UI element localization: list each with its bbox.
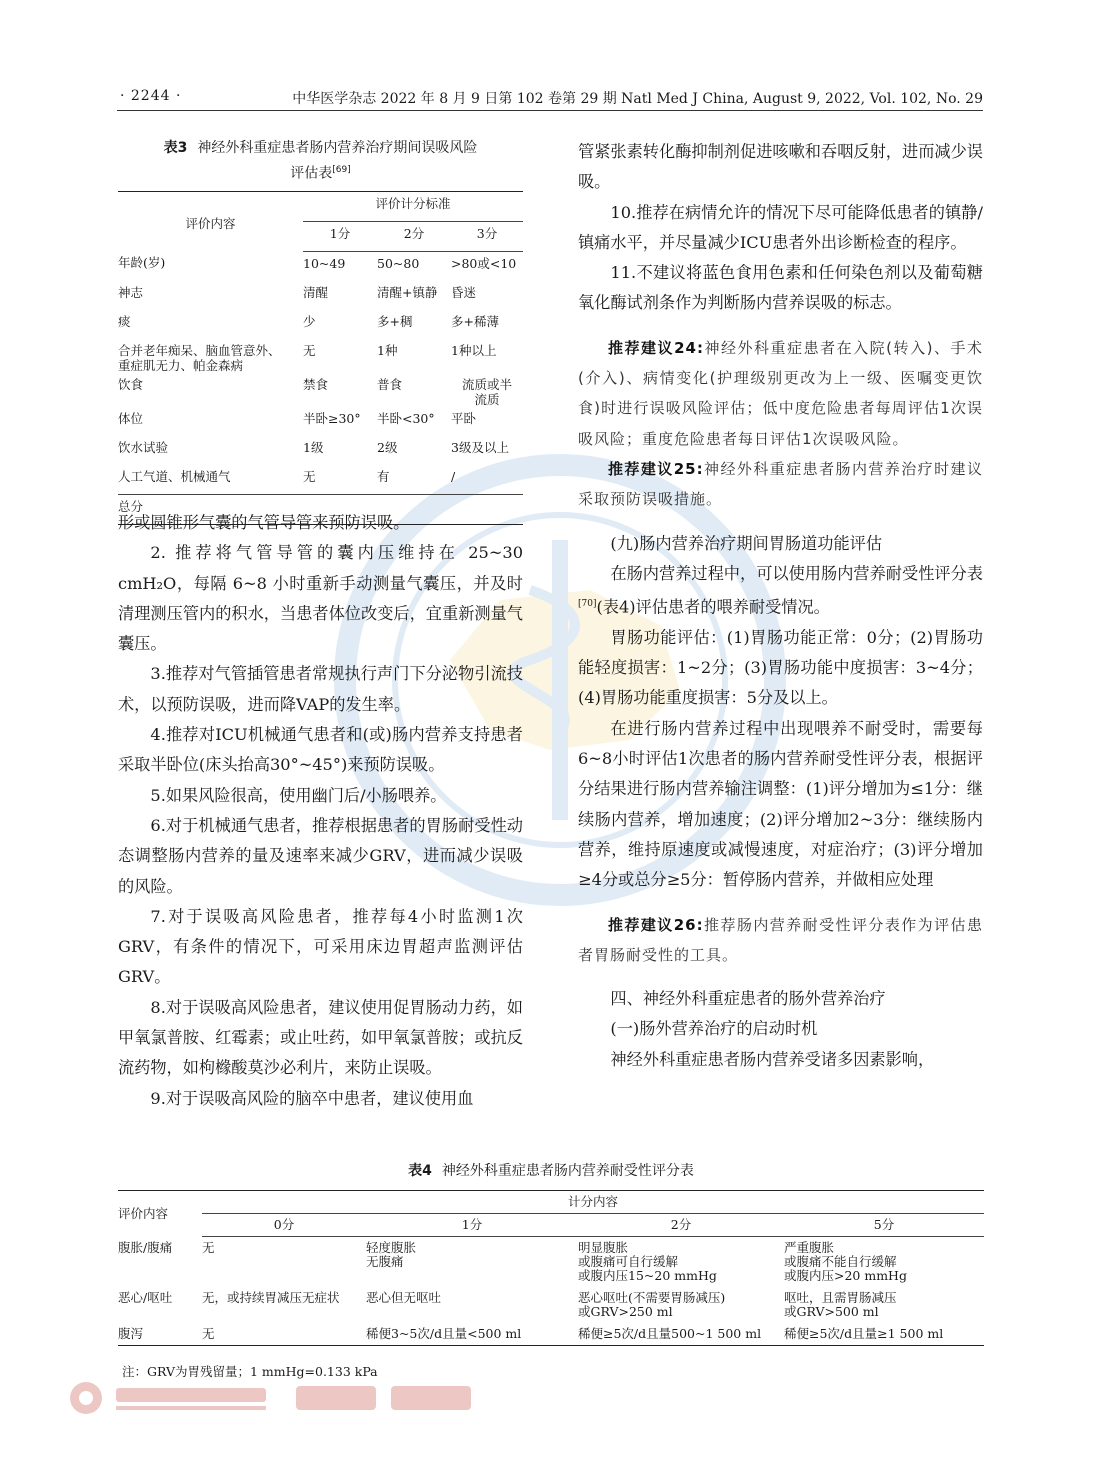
table-3-header-3: 3分 (451, 221, 523, 251)
table-row (118, 251, 523, 281)
table-cell: 禁食 (303, 376, 329, 392)
paragraph: 11.不建议将蓝色食用色素和任何染色剂以及葡萄糖氧化酶试剂条作为判断肠内营养误吸的标志。 (578, 263, 983, 313)
paragraph: 2. 推荐将气管导管的囊内压维持在 25~30 cmH₂O，每隔 6~8 小时重新手动测量气囊压，并及时清理测压管内的积水，当患者体位改变后，宜重新测量气囊压。 (118, 543, 523, 654)
paragraph (578, 559, 983, 623)
table-row-label: 年龄(岁) (118, 255, 166, 271)
table-cell: / (451, 468, 456, 484)
recommendation-26 (578, 910, 983, 971)
table-cell: 稀便≥5次/d且量≥1 500 ml (784, 1326, 944, 1341)
table-cell: 无 (303, 468, 316, 484)
recommendation-label: 推荐建议24: (608, 338, 704, 357)
table-cell: 半卧<30° (377, 410, 435, 426)
recommendation-text: 推荐肠内营养耐受性评分表作为评估患者胃肠耐受性的工具。 (578, 915, 983, 964)
table-cell: 昏迷 (451, 284, 477, 300)
table-cell: 无 (303, 342, 316, 358)
paragraph: 7.对于误吸高风险患者，推荐每4小时监测1次GRV，有条件的情况下，可采用床边胃超声监测评估GRV。 (118, 906, 523, 987)
table-4-title: 神经外科重症患者肠内营养耐受性评分表 (441, 1163, 694, 1179)
table-row (118, 465, 523, 495)
table-cell: 普食 (377, 376, 403, 392)
table-4-header-1: 1分 (366, 1214, 578, 1237)
table-cell: 清醒 (303, 284, 329, 300)
journal-header: 中华医学杂志 2022 年 8 月 9 日第 102 卷第 29 期 Natl Med J China, August 9, 2022, Vol. 102, No. 29 (292, 91, 983, 107)
table-cell: 清醒+镇静 (377, 284, 438, 300)
table-row (118, 436, 523, 465)
table-4-grid (118, 1190, 984, 1346)
table-cell: 稀便≥5次/d且量500~1 500 ml (578, 1326, 762, 1341)
table-cell: 无，或持续胃减压无症状 (202, 1290, 340, 1305)
table-4-note: 注：GRV为胃残留量；1 mmHg=0.133 kPa (122, 1364, 378, 1379)
table-3-caption (118, 137, 523, 185)
paragraph: 4.推荐对ICU机械通气患者和(或)肠内营养支持患者采取半卧位(床头抬高30°~45°)来预防误吸。 (118, 725, 523, 775)
table-4-body (118, 1237, 984, 1346)
paragraph: 8.对于误吸高风险患者，建议使用促胃肠动力药，如甲氧氯普胺、红霉素；或止吐药，如甲氧氯普胺；或抗反流药物，如枸橼酸莫沙必利片，来防止误吸。 (118, 997, 523, 1078)
table-cell: 多+稠 (377, 313, 413, 329)
table-cell: 平卧 (451, 410, 477, 426)
table-3-header-1: 1分 (303, 221, 377, 251)
table-3-label: 表3 (163, 140, 188, 156)
table-3-title-line1: 神经外科重症患者肠内营养治疗期间误吸风险 (197, 140, 478, 156)
table-row-label: 腹胀/腹痛 (118, 1239, 173, 1255)
table-cell: 明显腹胀 或腹痛可自行缓解 或腹内压15~20 mmHg (578, 1240, 717, 1283)
table-row-label: 人工气道、机械通气 (118, 468, 231, 484)
paragraph-text: (表4)评估患者的喂养耐受情况。 (596, 597, 830, 617)
table-4-header-5: 5分 (784, 1214, 984, 1237)
table-cell: 50~80 (377, 255, 420, 271)
table-cell: 有 (377, 468, 390, 484)
table-row (118, 1323, 984, 1346)
section-heading: 四、神经外科重症患者的肠外营养治疗 (610, 989, 886, 1009)
table-row-label: 饮食 (118, 376, 144, 392)
left-column (118, 508, 523, 1114)
paragraph: 9.对于误吸高风险的脑卒中患者，建议使用血 (150, 1088, 474, 1108)
table-cell: 无 (202, 1240, 215, 1255)
table-cell: 稀便3~5次/d且量<500 ml (366, 1326, 522, 1341)
table-cell: 10~49 (303, 255, 346, 271)
paragraph: 6.对于机械通气患者，推荐根据患者的胃肠耐受性动态调整肠内营养的量及速率来减少GRV，进而减少误吸的风险。 (118, 815, 523, 896)
header-rule (117, 110, 983, 111)
table-cell: 无 (202, 1326, 215, 1341)
recommendation-text: 神经外科重症患者在入院(转入)、手术(介入)、病情变化(护理级别更改为上一级、医嘱变更饮食)时进行误吸风险评估；低中度危险患者每周评估1次误吸风险；重度危险患者每日评估1次误吸风险。 (578, 338, 983, 448)
table-row (118, 281, 523, 310)
table-cell: >80或<10 (451, 255, 517, 271)
table-3-header-2: 2分 (377, 221, 451, 251)
recommendation-label: 推荐建议26: (608, 915, 704, 934)
table-row-label: 合并老年痴呆、脑血管意外、 重症肌无力、帕金森病 (118, 342, 281, 373)
subsection-heading: (一)肠外营养治疗的启动时机 (610, 1019, 818, 1039)
right-column (578, 137, 983, 1075)
table-row-label: 神志 (118, 284, 144, 300)
paragraph: 形或圆锥形气囊的气管导管来预防误吸。 (118, 513, 410, 532)
paragraph: 5.如果风险很高，使用幽门后/小肠喂养。 (150, 785, 447, 805)
table-3-ref: [69] (332, 165, 351, 175)
table-cell: 1种 (377, 342, 398, 358)
table-4-header-item: 评价内容 (118, 1205, 169, 1221)
table-cell: 半卧≥30° (303, 410, 361, 426)
paragraph: 管紧张素转化酶抑制剂促进咳嗽和吞咽反射，进而减少误吸。 (578, 142, 983, 192)
paragraph: 10.推荐在病情允许的情况下尽可能降低患者的镇静/镇痛水平，并尽量减少ICU患者外出诊断检查的程序。 (578, 202, 983, 252)
paragraph: 神经外科重症患者肠内营养受诸多因素影响， (610, 1049, 935, 1069)
section-heading: (九)肠内营养治疗期间胃肠道功能评估 (610, 533, 883, 553)
paragraph: 在进行肠内营养过程中出现喂养不耐受时，需要每6~8小时评估1次患者的肠内营养耐受性评分表，根据评分结果进行肠内营养输注调整：(1)评分增加为≤1分：继续肠内营养，增加速度；(2)评分增加2~3分：继续肠内营养，维持原速度或减慢速度，对症治疗；(3)评分增加≥4分或总分≥5分：暂停肠内营养，并做相应处理 (578, 718, 983, 890)
table-cell: 少 (303, 313, 316, 329)
recommendation-24 (578, 333, 983, 454)
table-row-label: 腹泻 (118, 1326, 144, 1341)
table-4-caption (118, 1160, 984, 1182)
recommendation-text: 神经外科重症患者肠内营养治疗时建议采取预防误吸措施。 (578, 459, 983, 509)
recommendation-25 (578, 454, 983, 515)
table-row (118, 339, 523, 373)
table-row-label: 恶心/呕吐 (118, 1290, 173, 1305)
table-cell: 1种以上 (451, 342, 497, 358)
table-row (118, 1287, 984, 1323)
table-row-label: 饮水试验 (118, 439, 169, 455)
table-row (118, 1237, 984, 1288)
table-3-grid (118, 191, 523, 525)
table-3 (118, 137, 523, 525)
table-cell: 严重腹胀 或腹痛不能自行缓解 或腹内压>20 mmHg (784, 1240, 907, 1283)
table-4 (118, 1160, 984, 1346)
table-row (118, 310, 523, 339)
table-cell: 1级 (303, 439, 324, 455)
table-cell: 流质或半 流质 (461, 376, 512, 407)
citation: [70] (578, 599, 597, 610)
table-4-header-2: 2分 (578, 1214, 784, 1237)
table-3-header-item: 评价内容 (185, 215, 236, 231)
table-cell: 恶心呕吐(不需要胃肠减压) 或GRV>250 ml (578, 1290, 726, 1319)
table-cell: 呕吐，且需胃肠减压 或GRV>500 ml (784, 1290, 897, 1319)
page-number: · 2244 · (120, 88, 182, 104)
table-cell: 2级 (377, 439, 398, 455)
table-cell: 3级及以上 (451, 439, 509, 455)
table-4-header-0: 0分 (202, 1214, 366, 1237)
table-3-title-line2: 评估表 (290, 165, 333, 182)
table-row-label: 体位 (118, 410, 144, 426)
paragraph: 3.推荐对气管插管患者常规执行声门下分泌物引流技术，以预防误吸，进而降VAP的发生率。 (118, 664, 523, 714)
table-row (118, 373, 523, 407)
table-4-header-group: 计分内容 (567, 1194, 618, 1209)
publisher-logo-icon (66, 1378, 486, 1418)
table-3-body (118, 251, 523, 524)
recommendation-label: 推荐建议25: (608, 459, 704, 478)
table-row-label: 总分 (118, 494, 303, 524)
table-cell: 轻度腹胀 无腹痛 (366, 1240, 417, 1269)
paragraph-text: 在肠内营养过程中，可以使用肠内营养耐受性评分表 (610, 563, 983, 583)
table-cell: 恶心但无呕吐 (366, 1290, 442, 1305)
table-3-header-group: 评价计分标准 (375, 195, 451, 211)
table-row (118, 407, 523, 436)
table-4-label: 表4 (408, 1163, 432, 1179)
paragraph: 胃肠功能评估：(1)胃肠功能正常：0分；(2)胃肠功能轻度损害：1~2分；(3)胃肠功能中度损害：3~4分；(4)胃肠功能重度损害：5分及以上。 (578, 627, 983, 708)
table-cell: 多+稀薄 (451, 313, 499, 329)
table-row-label: 痰 (118, 313, 131, 329)
